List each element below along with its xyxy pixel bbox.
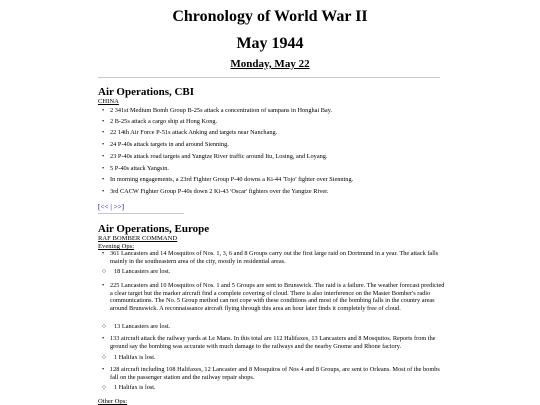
prev-arrow-link[interactable]: <<: [100, 203, 109, 211]
list-subitem: ○ 1 Halifax is lost.: [102, 383, 156, 391]
list-subitem: ○ 18 Lancasters are lost.: [102, 267, 171, 275]
list-item: • 225 Lancasters and 10 Mosquitos of Nos. 1 and 5 Groups are sent to Brunswick. The raid is a failure. The weather forecast predicted a clear target but the marker aircraft find a complete covering of cloud. There is also interference on the Master Bomber's radio communications. The No. 5 Group method can not cope with these conditions and most of the bombing falls in the country areas around Brunswick. A reconnaissance aircraft flying through this area an hour later finds it completely free of cloud.: [102, 282, 445, 312]
nav-bracket-open: [: [98, 203, 101, 211]
list-item: • 3rd CACW Fighter Group P-40s down 2 Ki-43 'Oscar' fighters over the Yangtze River.: [102, 188, 329, 195]
cbi-heading: Air Operations, CBI: [98, 86, 195, 98]
list-item: • 128 aircraft including 108 Halifaxes, 12 Lancaster and 8 Mosquitos of Nos 4 and 8 Groups, are sent to Orleans. Most of the bombs fall on the passenger station and the railway repair shops.: [102, 366, 440, 381]
other-ops-label: Other Ops:: [98, 398, 128, 405]
list-item: • 23 P-40s attack road targets and Yangtze River traffic around Itu, Losing, and Loyang.: [102, 153, 328, 160]
cbi-china-label: CHINA: [98, 98, 119, 105]
list-item: • 2 341st Medium Bomb Group B-25s attack a concentration of sampans in Honghai Bay.: [102, 107, 333, 114]
next-arrow-link[interactable]: >>: [113, 203, 122, 211]
top-divider: [98, 77, 440, 78]
list-item: • 361 Lancasters and 14 Mosquitos of Nos. 1, 3, 6 and 8 Groups carry out the first large raid on Dortmund in a year. The attack falls mainly in the southeastern area of the city, mostly in residential areas.: [102, 250, 439, 265]
list-item: • 22 14th Air Force P-51s attack Anking and targets near Nanchang.: [102, 129, 278, 136]
europe-heading: Air Operations, Europe: [98, 223, 210, 235]
evening-ops-label: Evening Ops:: [98, 243, 135, 250]
list-item: • In morning engagements, a 23rd Fighter Group P-40 downs a Ki-44 'Tojo' fighter over Sienning.: [102, 176, 354, 183]
raf-bomber-command-label: RAF BOMBER COMMAND: [98, 235, 178, 242]
nav-separator: |: [110, 203, 112, 211]
list-subitem: ○ 13 Lancasters are lost.: [102, 322, 171, 330]
list-item: • 2 B-25s attack a cargo ship at Hong Kong.: [102, 118, 218, 125]
nav-bracket-close: ]: [121, 203, 125, 211]
list-item: • 133 aircraft attack the railway yards at Le Mans. In this total are 112 Halifaxes, 13 Lancasters and 8 Mosquitos. Reports from the ground say the bombing was accurate with much damage to the railways and the nearby Gnome and Rhone factory.: [102, 335, 436, 350]
month-title: May 1944: [236, 35, 304, 52]
date-title: Monday, May 22: [230, 58, 310, 70]
list-item: • 24 P-40s attack targets in and around Sienning.: [102, 141, 229, 148]
list-subitem: ○ 1 Halifax is lost.: [102, 353, 156, 361]
list-item: • 5 P-40s attack Yangsin.: [102, 165, 169, 172]
section-nav: [98, 203, 124, 211]
section-divider: [98, 213, 184, 214]
page-title: Chronology of World War II: [172, 8, 368, 25]
